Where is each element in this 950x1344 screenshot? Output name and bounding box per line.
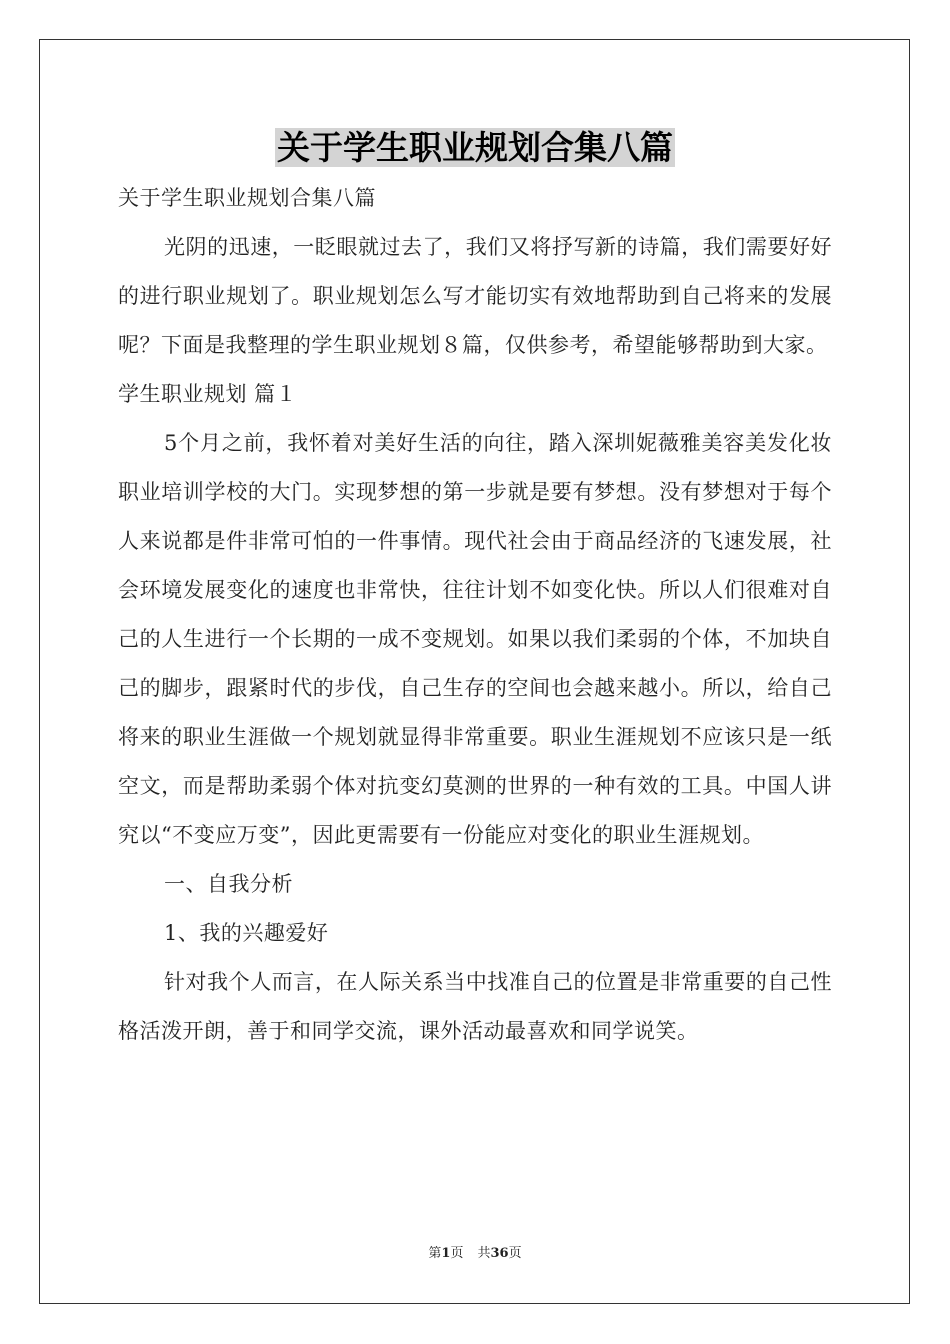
document-title — [0, 126, 950, 170]
document-body — [118, 174, 832, 1056]
total-pages: 36 — [490, 1246, 509, 1261]
subsection-heading: 一、自我分析 — [164, 872, 293, 896]
page-prefix: 第 — [428, 1246, 442, 1261]
intro-paragraph: 光阴的迅速，一眨眼就过去了，我们又将抒写新的诗篇，我们需要好好的进行职业规划了。职业规划怎么写才能切实有效地帮助到自己将来的发展呢？下面是我整理的学生职业规划８篇，仅供参考，希望能够帮助到大家。 — [118, 235, 832, 357]
page-number: 1 — [441, 1246, 451, 1261]
body-paragraph: 5个月之前，我怀着对美好生活的向往，踏入深圳妮薇雅美容美发化妆职业培训学校的大门。实现梦想的第一步就是要有梦想。没有梦想对于每个人来说都是件非常可怕的一件事情。现代社会由于商品经济的飞速发展，社会环境发展变化的速度也非常快，往往计划不如变化快。所以人们很难对自己的人生进行一个长期的一成不变规划。如果以我们柔弱的个体，不加块自己的脚步，跟紧时代的步伐，自己生存的空间也会越来越小。所以，给自己将来的职业生涯做一个规划就显得非常重要。职业生涯规划不应该只是一纸空文，而是帮助柔弱个体对抗变幻莫测的世界的一种有效的工具。中国人讲究以“不变应万变”，因此更需要有一份能应对变化的职业生涯规划。 — [118, 431, 832, 847]
document-title-text: 关于学生职业规划合集八篇 — [277, 128, 673, 167]
body-paragraph: 针对我个人而言，在人际关系当中找准自己的位置是非常重要的自己性格活泼开朗，善于和同学交流，课外活动最喜欢和同学说笑。 — [118, 970, 832, 1043]
subsection-heading: 1、我的兴趣爱好 — [164, 921, 329, 945]
total-suffix: 页 — [508, 1246, 522, 1261]
total-prefix: 共 — [477, 1246, 491, 1261]
document-subtitle: 关于学生职业规划合集八篇 — [118, 186, 376, 210]
page-footer — [0, 1245, 950, 1263]
page-suffix: 页 — [450, 1246, 464, 1261]
section-heading: 学生职业规划 篇１ — [118, 382, 298, 406]
